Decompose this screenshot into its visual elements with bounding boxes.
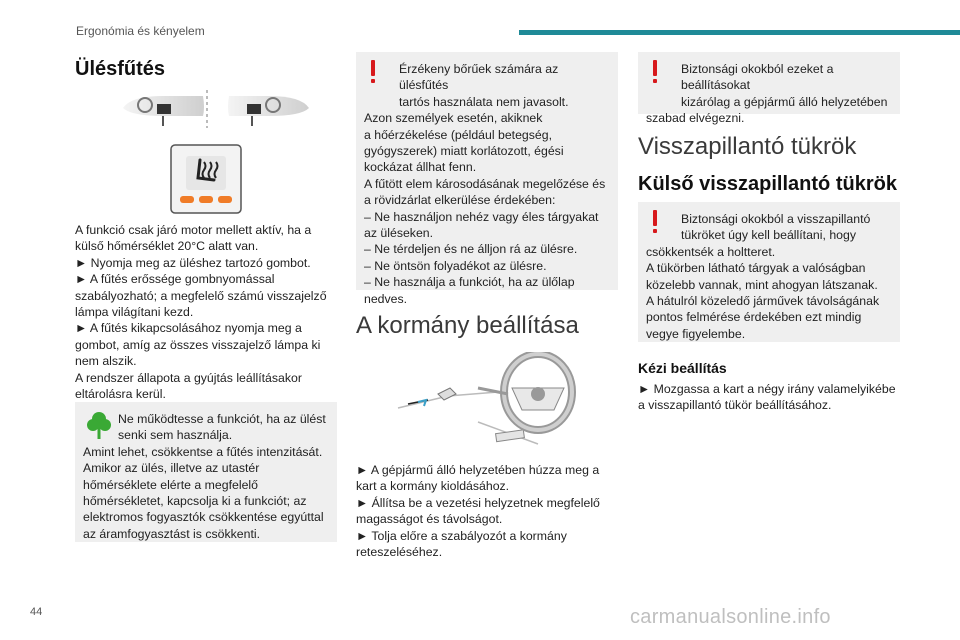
text-line: Amint lehet, csökkentse a fűtés intenzitását. [83,444,323,459]
text-line: szabályozható; a megfelelő számú visszajelző [75,288,327,303]
section-title-steering-adjustment: A kormány beállítása [356,312,579,339]
text-line: – Ne használja a funkciót, ha az ülőlap [364,275,575,290]
text-line: lámpa világítani kezd. [75,305,194,320]
page-number: 44 [30,606,43,618]
text-line: elektromos fogyasztók csökkentése egyúttal [83,510,324,525]
text-line: hőmérsékletet, kapcsolja ki a funkciót; az [83,494,307,509]
text-line: ► A fűtés kikapcsolásához nyomja meg a [75,321,302,336]
eco-tip-box [75,402,337,542]
text-line: szabad elvégezni. [646,111,745,126]
warning-icon [368,60,378,84]
seat-position-diagram [123,88,309,130]
text-line: tartós használata nem javasolt. [399,94,569,109]
warning-box-seat-heating [356,52,618,306]
text-line: – Ne használjon nehéz vagy éles tárgyakat [364,209,599,224]
running-header: Ergonómia és kényelem [76,24,205,38]
text-line: a visszapillantó tükör beállításához. [638,398,832,413]
warning-box-mirrors [638,202,900,342]
mirror-text [638,381,900,414]
text-line: ► Nyomja meg az üléshez tartozó gombot. [75,255,311,270]
text-line: külső hőmérséklet 20°C alatt van. [75,239,259,254]
text-line: A rendszer állapota a gyújtás leállításakor [75,370,302,385]
text-line: Biztonsági okokból ezeket a beállításokat [681,62,834,93]
text-line: magasságot és távolságot. [356,512,503,527]
text-line: nedves. [364,291,408,306]
eco-tree-icon [87,410,111,440]
text-line: A fűtött elem károsodásának megelőzése és [364,176,606,191]
text-line: – Ne térdeljen és ne álljon rá az ülésre. [364,242,578,257]
subsection-title-exterior-mirrors: Külső visszapillantó tükrök [638,173,897,195]
text-line: a rövidzárlat elkerülése érdekében: [364,193,556,208]
text-line: ► Mozgassa a kart a négy irány valamelyikébe [638,382,896,396]
text-line: ► A gépjármű álló helyzetében húzza meg a [356,463,600,477]
seat-heating-button-icon [170,144,242,214]
text-line: vegye figyelembe. [646,326,746,341]
text-line: A funkció csak járó motor mellett aktív, ha a [75,223,312,237]
text-line: kart a kormány kioldásához. [356,479,510,494]
text-line: gombot, amíg az összes visszajelző lámpa ki [75,337,321,352]
text-line: közelebb vannak, mint ahogyan látszanak. [646,277,878,292]
text-line: senki sem használja. [118,428,233,443]
text-line: ► A fűtés erőssége gombnyomással [75,272,275,287]
watermark: carmanualsonline.info [630,606,831,628]
text-line: reteszeléséhez. [356,545,443,560]
text-line: pontos felmérése érdekében ezt mindig [646,310,862,325]
text-line: a hőérzékelése (például betegség, [364,127,553,142]
text-line: A hátulról közeledő járművek távolságának [646,294,880,309]
text-line: tükröket úgy kell beállítani, hogy [681,228,856,243]
text-line: ► Állítsa be a vezetési helyzetnek megfelelő [356,495,600,510]
text-line: Biztonsági okokból a visszapillantó [681,212,871,226]
text-line: hőmérséklete elérte a megfelelő [83,477,258,492]
text-line: Érzékeny bőrűek számára az ülésfűtés [399,62,559,93]
steering-text [356,462,618,560]
section-title-mirrors: Visszapillantó tükrök [638,133,857,160]
text-line: eltárolásra kerül. [75,387,166,402]
text-line: kizárólag a gépjármű álló helyzetében [681,94,888,109]
seat-heating-text [75,222,337,402]
text-line: ► Tolja előre a szabályozót a kormány [356,528,567,543]
text-line: az áramfogyasztást is csökkenti. [83,526,261,541]
text-line: nem alszik. [75,354,137,369]
warning-icon [650,60,660,84]
warning-box-safety [638,52,900,126]
text-line: Amikor az ülés, illetve az utastér [83,461,260,476]
text-line: A tükörben látható tárgyak a valóságban [646,261,866,276]
text-line: kockázat állhat fenn. [364,160,477,175]
subsection-title-manual-adjustment: Kézi beállítás [638,360,727,376]
warning-icon [650,210,660,234]
text-line: Azon személyek esetén, akiknek [364,111,543,126]
section-title-seat-heating: Ülésfűtés [75,58,166,80]
steering-adjustment-illustration [378,352,594,448]
text-line: – Ne öntsön folyadékot az ülésre. [364,258,547,273]
text-line: Ne működtesse a funkciót, ha az ülést [118,412,326,426]
text-line: csökkentsék a holtteret. [646,244,776,259]
text-line: az üléseken. [364,226,434,241]
text-line: gyógyszerek) miatt korlátozott, égési [364,144,564,159]
header-accent-bar [519,30,960,35]
